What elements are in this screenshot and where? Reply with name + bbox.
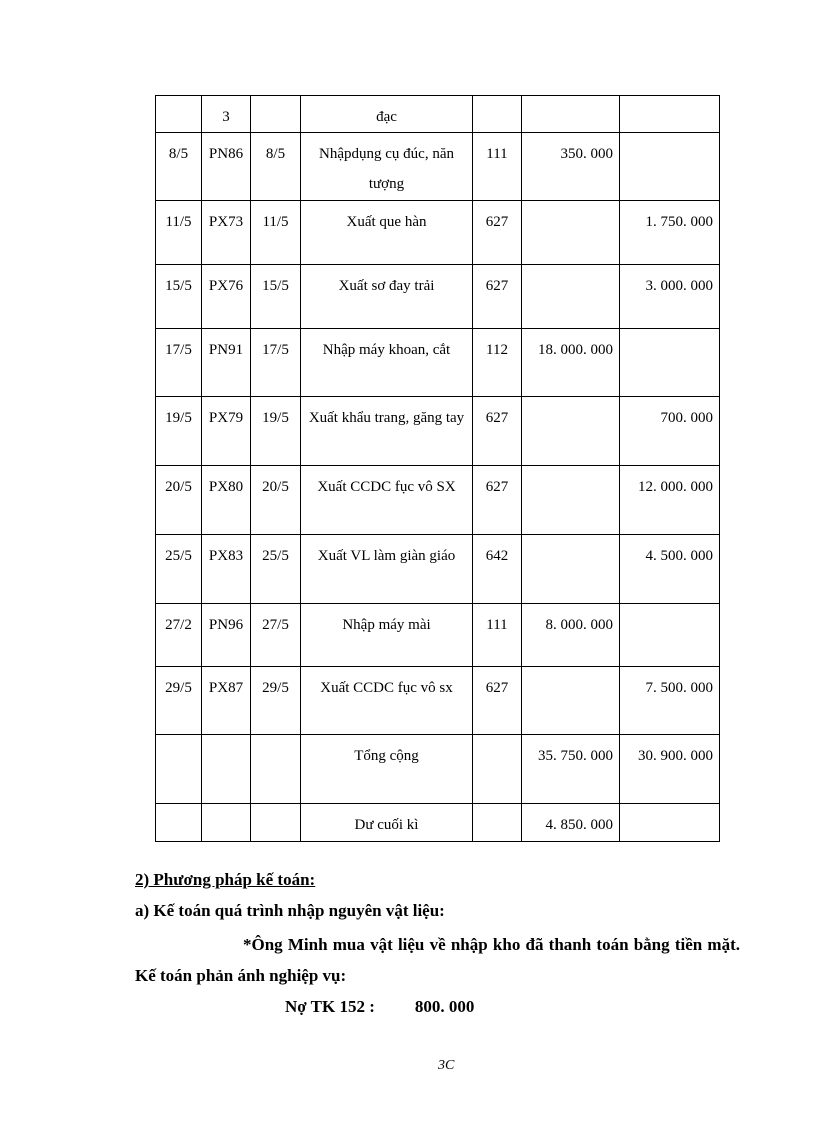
- section-paragraph: *Ông Minh mua vật liệu về nhập kho đã thanh toán bằng tiền mặt. Kế toán phản ánh nghiệp vụ:: [135, 935, 740, 985]
- cell-date: 17/5: [156, 329, 202, 397]
- cell-doc-date: 25/5: [251, 535, 301, 604]
- cell-debit: 350. 000: [522, 133, 620, 201]
- cell-doc-no: PX73: [202, 201, 251, 265]
- table-row: [156, 466, 720, 535]
- cell-desc: Xuất VL làm giàn giáo: [301, 535, 473, 604]
- cell-date: 8/5: [156, 133, 202, 201]
- table-row: [156, 329, 720, 397]
- cell-debit: 4. 850. 000: [522, 804, 620, 842]
- cell-doc-no: PX87: [202, 667, 251, 735]
- section-title: 2) Phương pháp kế toán:: [135, 870, 316, 889]
- cell-doc-date: 15/5: [251, 265, 301, 329]
- entry-label: Nợ TK 152 :: [285, 997, 375, 1016]
- cell-doc-no: [202, 804, 251, 842]
- cell-debit: [522, 397, 620, 466]
- cell-credit: [620, 329, 720, 397]
- cell-date: 19/5: [156, 397, 202, 466]
- cell-doc-date: [251, 96, 301, 133]
- cell-doc-no: PN91: [202, 329, 251, 397]
- cell-account: 111: [473, 604, 522, 667]
- cell-account: [473, 96, 522, 133]
- cell-date: [156, 735, 202, 804]
- cell-desc: Nhập máy khoan, cắt: [301, 329, 473, 397]
- cell-debit: 35. 750. 000: [522, 735, 620, 804]
- page-number: 3C: [438, 1058, 455, 1073]
- cell-doc-date: [251, 804, 301, 842]
- cell-desc: Xuất CCDC fục vô SX: [301, 466, 473, 535]
- cell-debit: 18. 000. 000: [522, 329, 620, 397]
- table-row: [156, 535, 720, 604]
- cell-doc-no: PN96: [202, 604, 251, 667]
- cell-desc: Xuất sơ đay trải: [301, 265, 473, 329]
- cell-desc: Tổng cộng: [301, 735, 473, 804]
- cell-credit: 30. 900. 000: [620, 735, 720, 804]
- cell-debit: [522, 265, 620, 329]
- cell-date: [156, 96, 202, 133]
- cell-date: 27/2: [156, 604, 202, 667]
- cell-desc: Xuất que hàn: [301, 201, 473, 265]
- cell-date: [156, 804, 202, 842]
- cell-credit: [620, 604, 720, 667]
- cell-debit: [522, 667, 620, 735]
- table-row: [156, 133, 720, 201]
- cell-date: 20/5: [156, 466, 202, 535]
- cell-date: 15/5: [156, 265, 202, 329]
- cell-credit: 3. 000. 000: [620, 265, 720, 329]
- cell-doc-date: [251, 735, 301, 804]
- cell-credit: 1. 750. 000: [620, 201, 720, 265]
- cell-desc: Xuất CCDC fục vô sx: [301, 667, 473, 735]
- cell-debit: 8. 000. 000: [522, 604, 620, 667]
- cell-credit: [620, 804, 720, 842]
- cell-desc: Xuất khẩu trang, găng tay: [301, 397, 473, 466]
- cell-account: 112: [473, 329, 522, 397]
- cell-doc-no: PX80: [202, 466, 251, 535]
- cell-account: 642: [473, 535, 522, 604]
- cell-debit: [522, 96, 620, 133]
- table-row: [156, 96, 720, 133]
- cell-doc-date: 17/5: [251, 329, 301, 397]
- cell-date: 11/5: [156, 201, 202, 265]
- cell-doc-no: PN86: [202, 133, 251, 201]
- cell-account: 627: [473, 397, 522, 466]
- entry-amount: 800. 000: [414, 997, 475, 1016]
- cell-doc-date: 19/5: [251, 397, 301, 466]
- cell-account: 627: [473, 667, 522, 735]
- cell-doc-no: PX83: [202, 535, 251, 604]
- cell-debit: [522, 535, 620, 604]
- cell-credit: 4. 500. 000: [620, 535, 720, 604]
- cell-account: 627: [473, 265, 522, 329]
- cell-doc-no: PX79: [202, 397, 251, 466]
- cell-credit: [620, 133, 720, 201]
- cell-account: [473, 735, 522, 804]
- cell-doc-date: 27/5: [251, 604, 301, 667]
- cell-desc: Dư cuối kì: [301, 804, 473, 842]
- cell-credit: 700. 000: [620, 397, 720, 466]
- ledger-body: [156, 96, 720, 842]
- cell-account: [473, 804, 522, 842]
- cell-date: 25/5: [156, 535, 202, 604]
- cell-doc-date: 8/5: [251, 133, 301, 201]
- cell-doc-no: PX76: [202, 265, 251, 329]
- cell-account: 111: [473, 133, 522, 201]
- cell-doc-date: 20/5: [251, 466, 301, 535]
- journal-entry: [285, 997, 474, 1017]
- cell-desc: Nhập máy mài: [301, 604, 473, 667]
- cell-account: 627: [473, 201, 522, 265]
- cell-doc-date: 11/5: [251, 201, 301, 265]
- table-row: [156, 397, 720, 466]
- table-row: [156, 604, 720, 667]
- cell-credit: 12. 000. 000: [620, 466, 720, 535]
- cell-desc: đạc: [301, 96, 473, 133]
- cell-doc-date: 29/5: [251, 667, 301, 735]
- ledger-table: [155, 95, 720, 842]
- table-row: [156, 265, 720, 329]
- cell-account: 627: [473, 466, 522, 535]
- cell-debit: [522, 466, 620, 535]
- cell-debit: [522, 201, 620, 265]
- table-row: [156, 667, 720, 735]
- table-row: [156, 201, 720, 265]
- table-row: [156, 735, 720, 804]
- cell-credit: [620, 96, 720, 133]
- cell-date: 29/5: [156, 667, 202, 735]
- cell-doc-no: 3: [202, 96, 251, 133]
- cell-desc: Nhậpdụng cụ đúc, năn tượng: [301, 133, 473, 201]
- cell-doc-no: [202, 735, 251, 804]
- cell-credit: 7. 500. 000: [620, 667, 720, 735]
- table-row: [156, 804, 720, 842]
- section-subtitle: a) Kế toán quá trình nhập nguyên vật liệu:: [135, 901, 445, 920]
